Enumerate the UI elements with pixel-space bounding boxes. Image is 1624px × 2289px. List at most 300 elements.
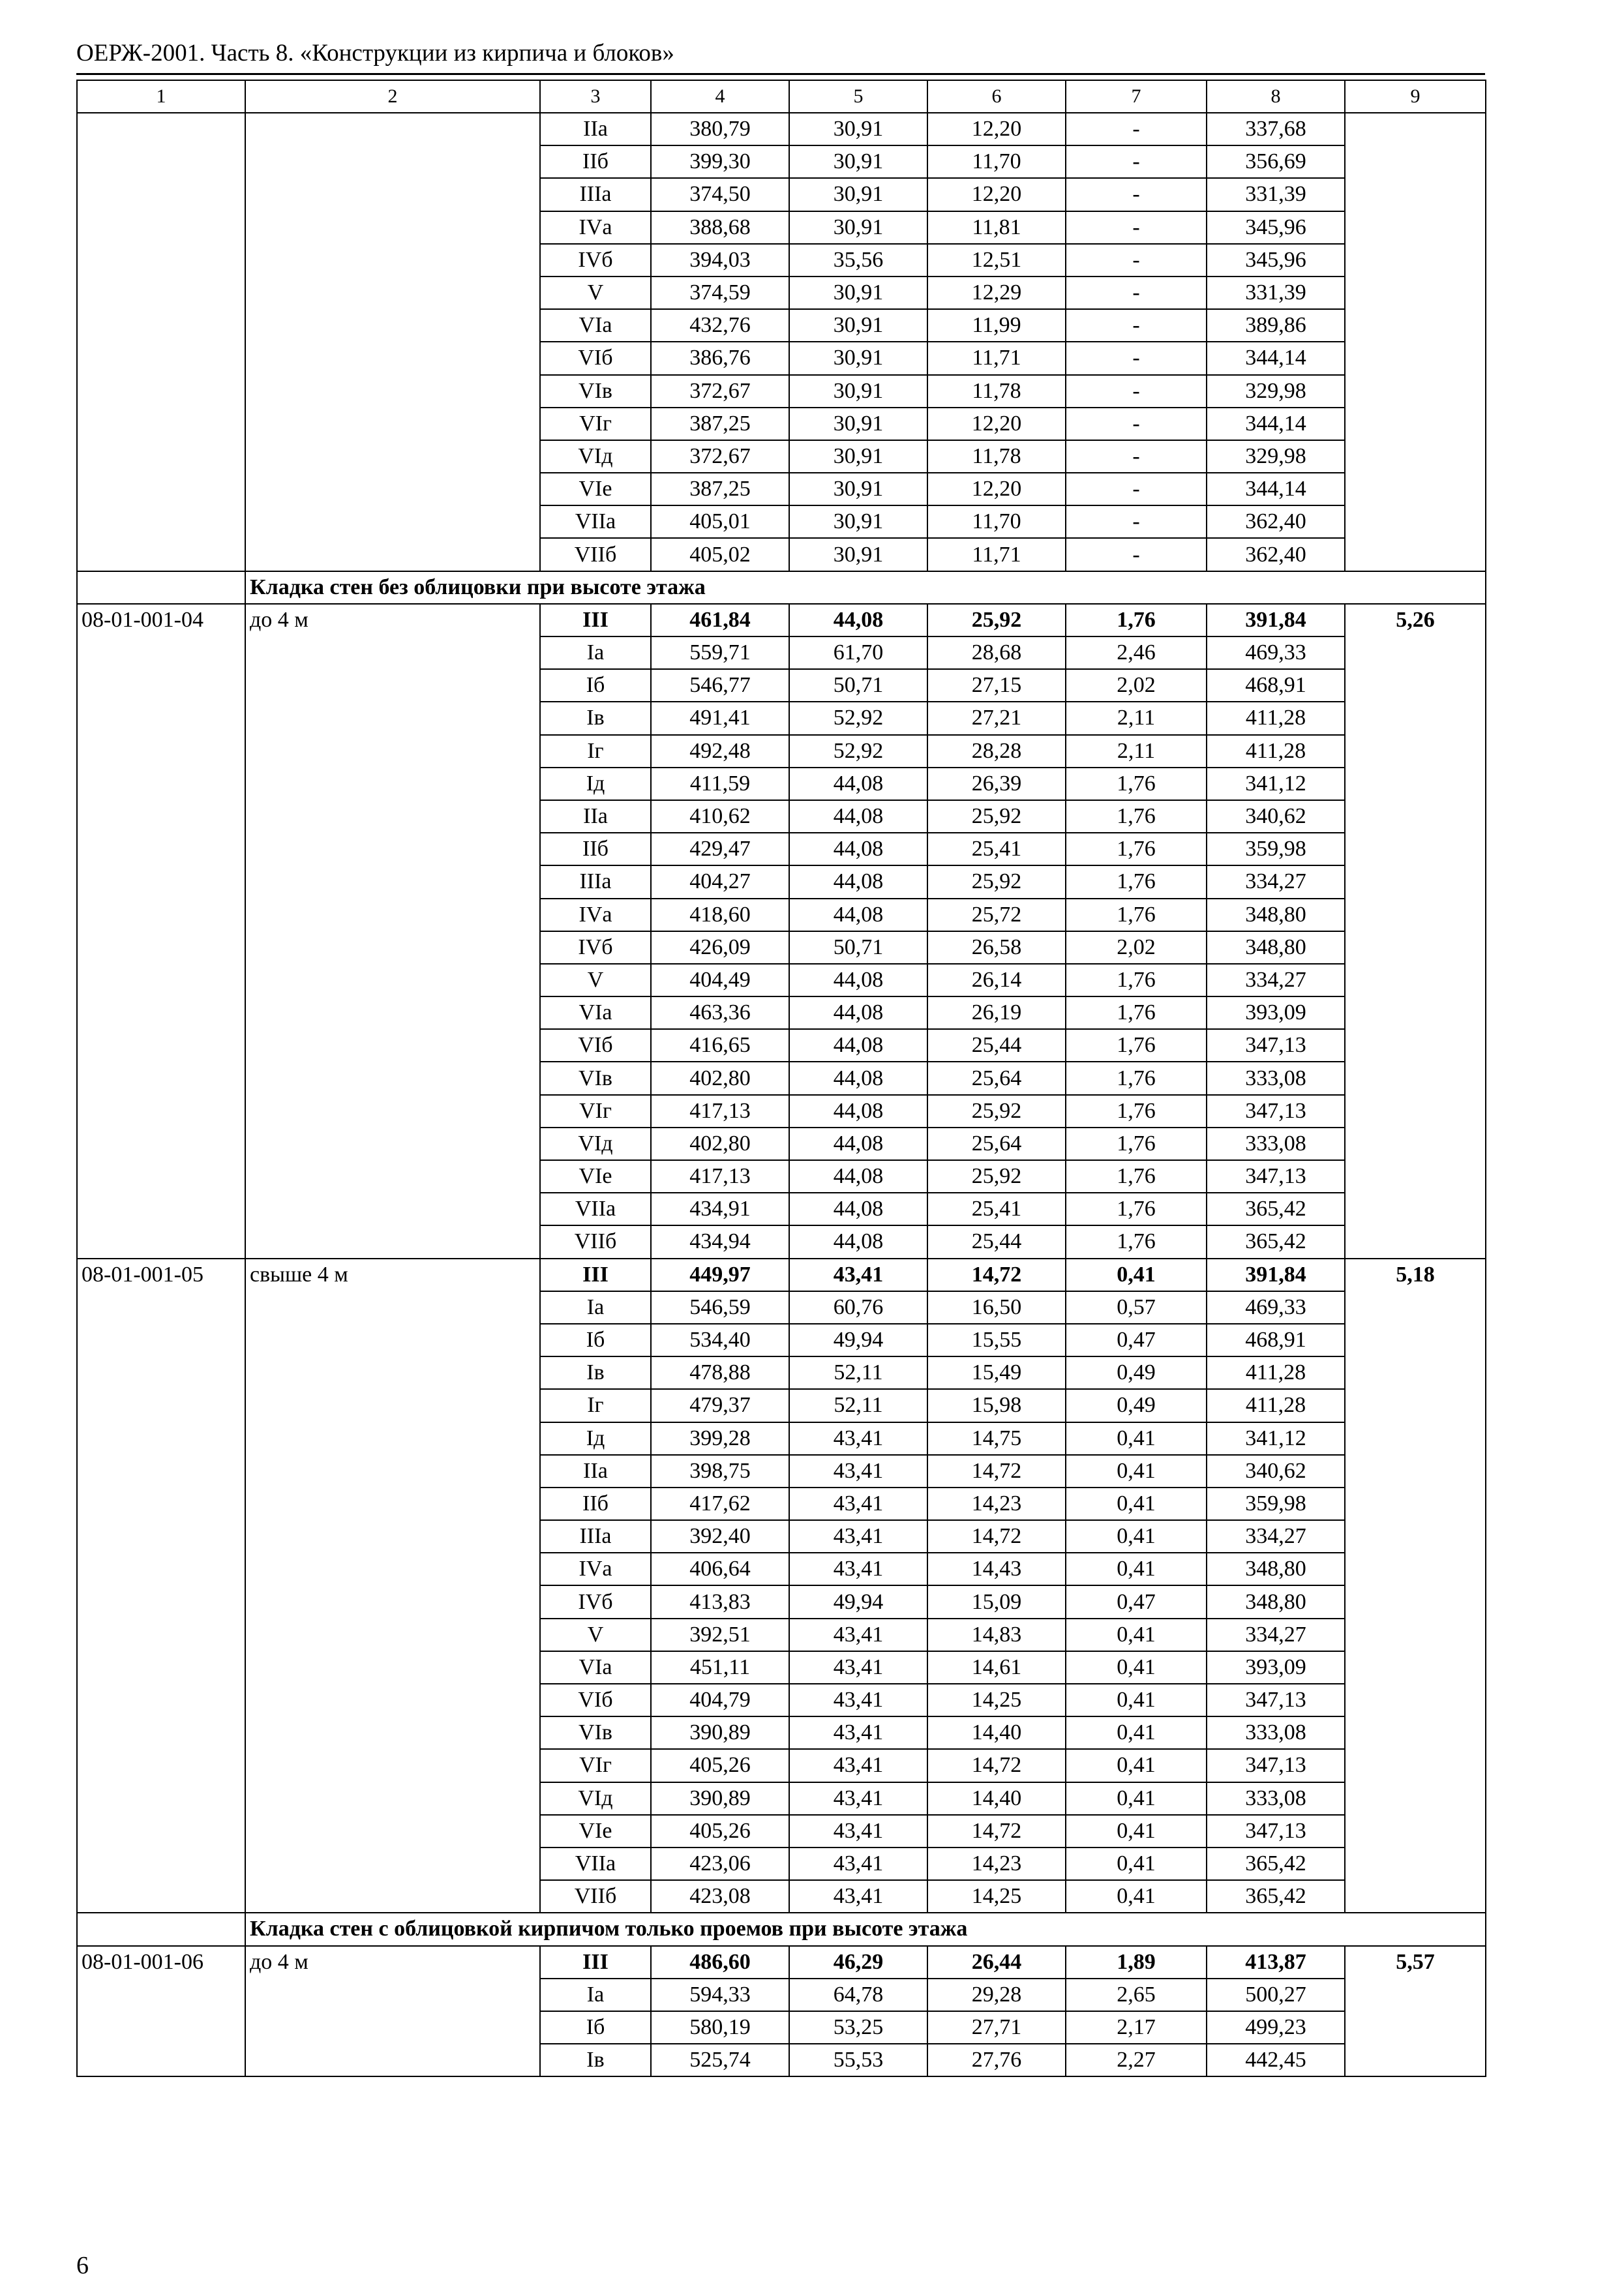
value-cell: 50,71 (789, 669, 927, 702)
value-cell: - (1066, 244, 1207, 277)
value-cell: 30,91 (789, 113, 927, 145)
value-cell: 26,19 (927, 996, 1066, 1029)
value-cell: 411,28 (1207, 1389, 1345, 1422)
zone-cell: VIд (540, 1128, 651, 1160)
zone-cell: Iг (540, 1389, 651, 1422)
zone-cell: VIIа (540, 1193, 651, 1225)
value-cell: 25,41 (927, 1193, 1066, 1225)
value-cell: 43,41 (789, 1880, 927, 1913)
value-cell: 1,76 (1066, 1225, 1207, 1258)
value-cell: 468,91 (1207, 669, 1345, 702)
value-cell: 340,62 (1207, 800, 1345, 833)
value-cell: 411,59 (651, 768, 789, 800)
value-cell: 356,69 (1207, 145, 1345, 178)
zone-cell: VIIа (540, 505, 651, 538)
value-cell: 2,11 (1066, 702, 1207, 734)
value-cell: 333,08 (1207, 1716, 1345, 1749)
zone-cell: IIIа (540, 865, 651, 898)
value-cell: 25,44 (927, 1029, 1066, 1062)
zone-cell: Iд (540, 768, 651, 800)
value-cell: 429,47 (651, 833, 789, 865)
value-cell: 0,49 (1066, 1389, 1207, 1422)
value-cell: 0,41 (1066, 1716, 1207, 1749)
value-cell: 14,25 (927, 1684, 1066, 1716)
value-cell: 410,62 (651, 800, 789, 833)
value-cell: 14,75 (927, 1422, 1066, 1455)
norm-code: 08-01-001-06 (77, 1946, 245, 2077)
value-cell: 25,92 (927, 604, 1066, 636)
norm-description: до 4 м (245, 1946, 540, 2077)
value-cell: 0,41 (1066, 1651, 1207, 1684)
zone-cell: Iб (540, 669, 651, 702)
value-cell: 405,01 (651, 505, 789, 538)
value-cell: 30,91 (789, 538, 927, 571)
value-cell: 372,67 (651, 375, 789, 408)
value-cell: 411,28 (1207, 702, 1345, 734)
value-cell: 15,55 (927, 1324, 1066, 1356)
zone-cell: V (540, 1619, 651, 1651)
value-cell: 492,48 (651, 735, 789, 768)
value-cell: 61,70 (789, 636, 927, 669)
value-cell: - (1066, 309, 1207, 342)
value-cell: 380,79 (651, 113, 789, 145)
value-cell: 365,42 (1207, 1225, 1345, 1258)
coefficient-cell: 5,26 (1345, 604, 1486, 1259)
column-number: 9 (1345, 80, 1486, 113)
value-cell: 463,36 (651, 996, 789, 1029)
value-cell: 44,08 (789, 1095, 927, 1128)
zone-cell: Iг (540, 735, 651, 768)
value-cell: 30,91 (789, 178, 927, 211)
value-cell: - (1066, 145, 1207, 178)
value-cell: 27,21 (927, 702, 1066, 734)
value-cell: 43,41 (789, 1553, 927, 1585)
value-cell: 25,44 (927, 1225, 1066, 1258)
value-cell: 14,61 (927, 1651, 1066, 1684)
value-cell: 0,41 (1066, 1684, 1207, 1716)
value-cell: 43,41 (789, 1488, 927, 1520)
value-cell: 525,74 (651, 2044, 789, 2076)
value-cell: 0,41 (1066, 1520, 1207, 1553)
value-cell: 14,40 (927, 1716, 1066, 1749)
value-cell: 0,41 (1066, 1422, 1207, 1455)
value-cell: 394,03 (651, 244, 789, 277)
value-cell: 43,41 (789, 1782, 927, 1815)
coefficient-cell: 5,57 (1345, 1946, 1486, 2077)
value-cell: 25,92 (927, 1095, 1066, 1128)
value-cell: 0,47 (1066, 1324, 1207, 1356)
table-body (77, 80, 1486, 2076)
value-cell: 30,91 (789, 505, 927, 538)
value-cell: 434,91 (651, 1193, 789, 1225)
value-cell: 388,68 (651, 211, 789, 244)
value-cell: 372,67 (651, 440, 789, 473)
value-cell: 12,29 (927, 277, 1066, 309)
value-cell: 348,80 (1207, 1553, 1345, 1585)
value-cell: 499,23 (1207, 2011, 1345, 2044)
value-cell: 49,94 (789, 1585, 927, 1618)
value-cell: 417,62 (651, 1488, 789, 1520)
zone-cell: Iб (540, 1324, 651, 1356)
zone-cell: VIд (540, 440, 651, 473)
value-cell: 461,84 (651, 604, 789, 636)
value-cell: 391,84 (1207, 1259, 1345, 1291)
value-cell: 399,28 (651, 1422, 789, 1455)
section-heading: Кладка стен с облицовкой кирпичом только проемов при высоте этажа (245, 1913, 1486, 1945)
value-cell: 359,98 (1207, 1488, 1345, 1520)
norm-description: свыше 4 м (245, 1259, 540, 1913)
value-cell: 15,49 (927, 1356, 1066, 1389)
value-cell: 390,89 (651, 1782, 789, 1815)
column-number: 2 (245, 80, 540, 113)
zone-cell: VIа (540, 1651, 651, 1684)
value-cell: 1,76 (1066, 1029, 1207, 1062)
value-cell: 413,83 (651, 1585, 789, 1618)
zone-cell: VIб (540, 1684, 651, 1716)
value-cell: 30,91 (789, 342, 927, 374)
value-cell: - (1066, 113, 1207, 145)
value-cell: 333,08 (1207, 1128, 1345, 1160)
table-row (77, 113, 1486, 145)
value-cell: 1,76 (1066, 1062, 1207, 1094)
zone-cell: III (540, 1259, 651, 1291)
value-cell: 30,91 (789, 309, 927, 342)
value-cell: 43,41 (789, 1619, 927, 1651)
value-cell: 25,64 (927, 1062, 1066, 1094)
zone-cell: VIв (540, 375, 651, 408)
value-cell: - (1066, 440, 1207, 473)
value-cell: 26,58 (927, 931, 1066, 964)
value-cell: 43,41 (789, 1259, 927, 1291)
value-cell: 417,13 (651, 1095, 789, 1128)
value-cell: - (1066, 277, 1207, 309)
value-cell: 49,94 (789, 1324, 927, 1356)
coefficient-cell (1345, 113, 1486, 571)
value-cell: 390,89 (651, 1716, 789, 1749)
value-cell: 362,40 (1207, 538, 1345, 571)
value-cell: 29,28 (927, 1979, 1066, 2011)
value-cell: 43,41 (789, 1749, 927, 1782)
value-cell: - (1066, 211, 1207, 244)
value-cell: 374,59 (651, 277, 789, 309)
value-cell: 27,71 (927, 2011, 1066, 2044)
value-cell: 44,08 (789, 899, 927, 931)
value-cell: 486,60 (651, 1946, 789, 1979)
value-cell: 50,71 (789, 931, 927, 964)
value-cell: 14,23 (927, 1488, 1066, 1520)
value-cell: 359,98 (1207, 833, 1345, 865)
norm-description: до 4 м (245, 604, 540, 1259)
value-cell: 11,99 (927, 309, 1066, 342)
value-cell: 0,41 (1066, 1880, 1207, 1913)
section-heading-row (77, 571, 1486, 604)
value-cell: 0,49 (1066, 1356, 1207, 1389)
value-cell: - (1066, 408, 1207, 440)
value-cell: 345,96 (1207, 244, 1345, 277)
value-cell: - (1066, 375, 1207, 408)
value-cell: 404,49 (651, 964, 789, 996)
value-cell: 546,77 (651, 669, 789, 702)
value-cell: 365,42 (1207, 1848, 1345, 1880)
value-cell: 374,50 (651, 178, 789, 211)
value-cell: 404,27 (651, 865, 789, 898)
value-cell: 14,72 (927, 1749, 1066, 1782)
header-rule (76, 73, 1485, 75)
zone-cell: IIб (540, 145, 651, 178)
value-cell: 392,40 (651, 1520, 789, 1553)
value-cell: 426,09 (651, 931, 789, 964)
value-cell: 417,13 (651, 1160, 789, 1193)
zone-cell: IIб (540, 833, 651, 865)
value-cell: 28,28 (927, 735, 1066, 768)
value-cell: 44,08 (789, 1062, 927, 1094)
value-cell: 1,76 (1066, 833, 1207, 865)
zone-cell: Iв (540, 2044, 651, 2076)
zone-cell: Iв (540, 1356, 651, 1389)
value-cell: 44,08 (789, 996, 927, 1029)
value-cell: 15,09 (927, 1585, 1066, 1618)
value-cell: 1,76 (1066, 1193, 1207, 1225)
column-number: 8 (1207, 80, 1345, 113)
value-cell: 393,09 (1207, 1651, 1345, 1684)
value-cell: 331,39 (1207, 178, 1345, 211)
value-cell: 2,02 (1066, 931, 1207, 964)
value-cell: 347,13 (1207, 1095, 1345, 1128)
value-cell: 12,20 (927, 113, 1066, 145)
table-row (77, 1259, 1486, 1291)
zone-cell: VIг (540, 408, 651, 440)
value-cell: 344,14 (1207, 473, 1345, 505)
zone-cell: IVа (540, 899, 651, 931)
value-cell: 60,76 (789, 1291, 927, 1324)
zone-cell: VIIб (540, 1225, 651, 1258)
column-number: 4 (651, 80, 789, 113)
value-cell: 0,57 (1066, 1291, 1207, 1324)
zone-cell: VIв (540, 1062, 651, 1094)
value-cell: 43,41 (789, 1422, 927, 1455)
value-cell: 449,97 (651, 1259, 789, 1291)
section-code-cell (77, 571, 245, 604)
value-cell: 442,45 (1207, 2044, 1345, 2076)
value-cell: 1,76 (1066, 604, 1207, 636)
zone-cell: VIIа (540, 1848, 651, 1880)
value-cell: 345,96 (1207, 211, 1345, 244)
value-cell: 451,11 (651, 1651, 789, 1684)
value-cell: 0,41 (1066, 1619, 1207, 1651)
value-cell: 11,70 (927, 145, 1066, 178)
zone-cell: Iв (540, 702, 651, 734)
value-cell: 478,88 (651, 1356, 789, 1389)
value-cell: 11,81 (927, 211, 1066, 244)
value-cell: 43,41 (789, 1848, 927, 1880)
value-cell: 46,29 (789, 1946, 927, 1979)
value-cell: 15,98 (927, 1389, 1066, 1422)
zone-cell: VIг (540, 1095, 651, 1128)
zone-cell: VIа (540, 309, 651, 342)
value-cell: 26,39 (927, 768, 1066, 800)
value-cell: 334,27 (1207, 1520, 1345, 1553)
value-cell: 434,94 (651, 1225, 789, 1258)
value-cell: 333,08 (1207, 1782, 1345, 1815)
zone-cell: VIе (540, 1160, 651, 1193)
value-cell: - (1066, 473, 1207, 505)
value-cell: 347,13 (1207, 1160, 1345, 1193)
value-cell: 14,40 (927, 1782, 1066, 1815)
column-number-row (77, 80, 1486, 113)
section-code-cell (77, 1913, 245, 1945)
zone-cell: VIв (540, 1716, 651, 1749)
zone-cell: VIе (540, 1815, 651, 1848)
value-cell: 25,92 (927, 800, 1066, 833)
value-cell: 2,65 (1066, 1979, 1207, 2011)
zone-cell: Iа (540, 636, 651, 669)
value-cell: 11,70 (927, 505, 1066, 538)
column-number: 5 (789, 80, 927, 113)
zone-cell: VIб (540, 1029, 651, 1062)
value-cell: 44,08 (789, 1128, 927, 1160)
value-cell: 12,20 (927, 408, 1066, 440)
value-cell: 26,44 (927, 1946, 1066, 1979)
value-cell: 418,60 (651, 899, 789, 931)
zone-cell: Iд (540, 1422, 651, 1455)
value-cell: 16,50 (927, 1291, 1066, 1324)
value-cell: 423,06 (651, 1848, 789, 1880)
norm-code: 08-01-001-05 (77, 1259, 245, 1913)
value-cell: 402,80 (651, 1128, 789, 1160)
zone-cell: IVб (540, 1585, 651, 1618)
value-cell: 0,41 (1066, 1488, 1207, 1520)
value-cell: 43,41 (789, 1716, 927, 1749)
value-cell: 27,76 (927, 2044, 1066, 2076)
value-cell: 469,33 (1207, 636, 1345, 669)
value-cell: 11,71 (927, 538, 1066, 571)
section-heading: Кладка стен без облицовки при высоте этажа (245, 571, 1486, 604)
value-cell: 479,37 (651, 1389, 789, 1422)
value-cell: 14,72 (927, 1815, 1066, 1848)
value-cell: 26,14 (927, 964, 1066, 996)
value-cell: 0,41 (1066, 1848, 1207, 1880)
value-cell: 1,76 (1066, 1095, 1207, 1128)
value-cell: 398,75 (651, 1455, 789, 1488)
value-cell: 44,08 (789, 833, 927, 865)
value-cell: 43,41 (789, 1520, 927, 1553)
value-cell: 329,98 (1207, 375, 1345, 408)
zone-cell: VIб (540, 342, 651, 374)
value-cell: 341,12 (1207, 768, 1345, 800)
zone-cell: VIIб (540, 1880, 651, 1913)
value-cell: 44,08 (789, 800, 927, 833)
column-number: 3 (540, 80, 651, 113)
zone-cell: Iб (540, 2011, 651, 2044)
value-cell: 413,87 (1207, 1946, 1345, 1979)
value-cell: 534,40 (651, 1324, 789, 1356)
value-cell: 348,80 (1207, 1585, 1345, 1618)
value-cell: 1,76 (1066, 865, 1207, 898)
value-cell: 0,41 (1066, 1749, 1207, 1782)
value-cell: 402,80 (651, 1062, 789, 1094)
value-cell: 44,08 (789, 964, 927, 996)
value-cell: 334,27 (1207, 1619, 1345, 1651)
zone-cell: IIIа (540, 1520, 651, 1553)
value-cell: 43,41 (789, 1684, 927, 1716)
value-cell: 11,71 (927, 342, 1066, 374)
value-cell: 1,76 (1066, 964, 1207, 996)
value-cell: - (1066, 342, 1207, 374)
value-cell: 43,41 (789, 1815, 927, 1848)
zone-cell: IVб (540, 931, 651, 964)
value-cell: 389,86 (1207, 309, 1345, 342)
value-cell: 432,76 (651, 309, 789, 342)
value-cell: 331,39 (1207, 277, 1345, 309)
value-cell: 500,27 (1207, 1979, 1345, 2011)
value-cell: 1,76 (1066, 996, 1207, 1029)
value-cell: 0,41 (1066, 1455, 1207, 1488)
value-cell: 44,08 (789, 768, 927, 800)
rates-table (76, 80, 1486, 2077)
value-cell: 2,17 (1066, 2011, 1207, 2044)
zone-cell: VIIб (540, 538, 651, 571)
value-cell: 580,19 (651, 2011, 789, 2044)
value-cell: 2,02 (1066, 669, 1207, 702)
value-cell: 1,89 (1066, 1946, 1207, 1979)
column-number: 7 (1066, 80, 1207, 113)
value-cell: 406,64 (651, 1553, 789, 1585)
value-cell: 341,12 (1207, 1422, 1345, 1455)
value-cell: 362,40 (1207, 505, 1345, 538)
value-cell: 44,08 (789, 1193, 927, 1225)
value-cell: 1,76 (1066, 800, 1207, 833)
value-cell: 365,42 (1207, 1193, 1345, 1225)
zone-cell: IIб (540, 1488, 651, 1520)
value-cell: 35,56 (789, 244, 927, 277)
value-cell: 30,91 (789, 408, 927, 440)
value-cell: 44,08 (789, 1160, 927, 1193)
value-cell: 14,72 (927, 1259, 1066, 1291)
value-cell: 469,33 (1207, 1291, 1345, 1324)
value-cell: 491,41 (651, 702, 789, 734)
zone-cell: VIг (540, 1749, 651, 1782)
value-cell: 344,14 (1207, 342, 1345, 374)
value-cell: 416,65 (651, 1029, 789, 1062)
value-cell: 30,91 (789, 473, 927, 505)
value-cell: 52,92 (789, 735, 927, 768)
value-cell: 30,91 (789, 277, 927, 309)
value-cell: 52,92 (789, 702, 927, 734)
value-cell: 2,46 (1066, 636, 1207, 669)
value-cell: 405,26 (651, 1815, 789, 1848)
value-cell: 28,68 (927, 636, 1066, 669)
value-cell: 30,91 (789, 440, 927, 473)
zone-cell: V (540, 964, 651, 996)
value-cell: 11,78 (927, 375, 1066, 408)
value-cell: 53,25 (789, 2011, 927, 2044)
value-cell: 391,84 (1207, 604, 1345, 636)
value-cell: 334,27 (1207, 964, 1345, 996)
value-cell: 0,47 (1066, 1585, 1207, 1618)
value-cell: 43,41 (789, 1455, 927, 1488)
value-cell: 334,27 (1207, 865, 1345, 898)
value-cell: 30,91 (789, 375, 927, 408)
zone-cell: IVа (540, 211, 651, 244)
column-number: 1 (77, 80, 245, 113)
zone-cell: IVа (540, 1553, 651, 1585)
value-cell: 14,72 (927, 1455, 1066, 1488)
value-cell: 399,30 (651, 145, 789, 178)
page-number: 6 (76, 2252, 89, 2279)
value-cell: 347,13 (1207, 1749, 1345, 1782)
value-cell: 25,64 (927, 1128, 1066, 1160)
value-cell: 387,25 (651, 473, 789, 505)
